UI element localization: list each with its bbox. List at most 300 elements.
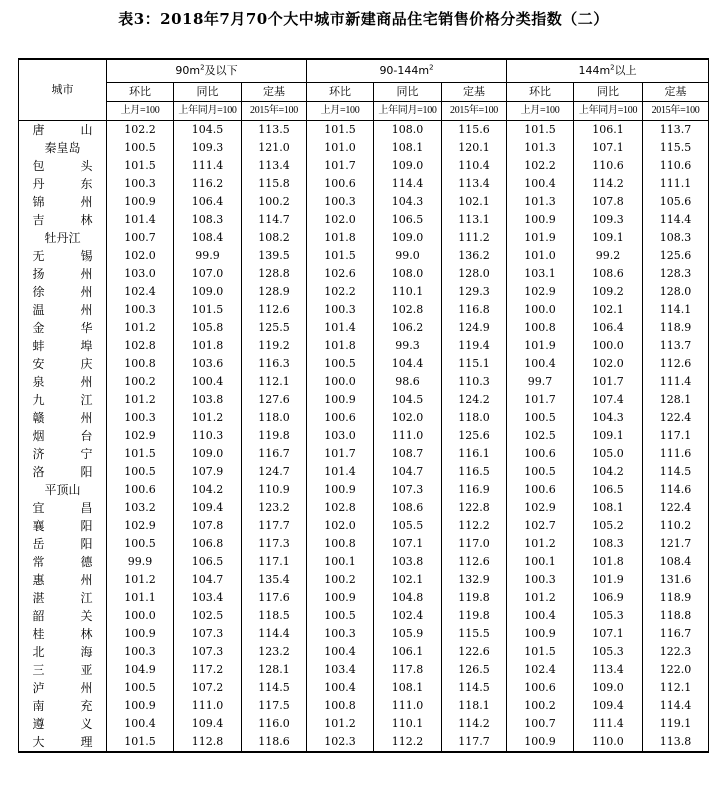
value-cell: 100.6 [507,679,574,697]
value-cell: 100.9 [507,733,574,752]
city-cell [19,229,107,247]
city-name: 蚌埠 [32,339,93,353]
value-cell: 102.0 [307,517,374,535]
table-row [19,319,709,337]
value-cell: 100.3 [107,409,174,427]
value-cell: 102.8 [374,301,442,319]
table-row [19,229,709,247]
city-name: 徐州 [32,285,93,299]
value-cell: 109.4 [174,499,242,517]
value-cell: 101.7 [507,391,574,409]
value-cell: 107.1 [374,535,442,553]
value-cell: 102.8 [107,337,174,355]
city-cell [19,535,107,553]
city-cell [19,391,107,409]
value-cell: 116.7 [242,445,307,463]
value-cell: 119.2 [242,337,307,355]
city-cell [19,247,107,265]
value-cell: 105.9 [374,625,442,643]
value-cell: 100.6 [307,175,374,193]
value-cell: 119.8 [442,607,507,625]
city-name: 包头 [32,159,93,173]
value-cell: 104.5 [174,121,242,140]
value-cell: 101.5 [507,121,574,140]
value-cell: 101.9 [507,229,574,247]
value-cell: 101.7 [307,157,374,175]
value-cell: 101.9 [574,571,643,589]
city-cell [19,427,107,445]
value-cell: 102.1 [574,301,643,319]
value-cell: 118.6 [242,733,307,752]
value-cell: 110.4 [442,157,507,175]
value-cell: 101.2 [507,535,574,553]
value-cell: 100.1 [507,553,574,571]
sub-header-yoy: 同比 [374,83,442,102]
value-cell: 106.1 [574,121,643,140]
value-cell: 101.4 [107,211,174,229]
value-cell: 101.8 [174,337,242,355]
value-cell: 100.5 [507,409,574,427]
value-cell: 101.2 [307,715,374,733]
city-name: 扬州 [32,267,93,281]
value-cell: 101.5 [107,157,174,175]
value-cell: 100.6 [507,445,574,463]
value-cell: 103.4 [307,661,374,679]
value-cell: 102.2 [307,283,374,301]
value-cell: 136.2 [442,247,507,265]
value-cell: 109.0 [574,679,643,697]
value-cell: 115.1 [442,355,507,373]
value-cell: 107.8 [174,517,242,535]
value-cell: 104.2 [174,481,242,499]
table-row [19,571,709,589]
value-cell: 102.1 [374,571,442,589]
city-cell [19,283,107,301]
value-cell: 101.2 [107,319,174,337]
value-cell: 118.0 [442,409,507,427]
value-cell: 101.5 [174,301,242,319]
sub-header-mom: 环比 [307,83,374,102]
value-cell: 106.4 [574,319,643,337]
value-cell: 100.9 [107,625,174,643]
value-cell: 111.6 [643,445,709,463]
value-cell: 112.6 [643,355,709,373]
unit-header: 上月=100 [307,102,374,121]
value-cell: 103.6 [174,355,242,373]
table-header [19,59,709,121]
city-name: 金华 [32,321,93,335]
city-cell [19,157,107,175]
city-cell [19,139,107,157]
value-cell: 108.0 [374,121,442,140]
value-cell: 135.4 [242,571,307,589]
value-cell: 117.1 [643,427,709,445]
value-cell: 100.3 [107,643,174,661]
value-cell: 116.1 [442,445,507,463]
value-cell: 117.3 [242,535,307,553]
value-cell: 110.1 [374,715,442,733]
value-cell: 113.7 [643,337,709,355]
city-cell [19,715,107,733]
value-cell: 108.2 [242,229,307,247]
value-cell: 128.0 [442,265,507,283]
value-cell: 132.9 [442,571,507,589]
city-name: 丹东 [32,177,93,191]
city-cell [19,373,107,391]
value-cell: 100.7 [507,715,574,733]
value-cell: 113.5 [242,121,307,140]
value-cell: 118.0 [242,409,307,427]
value-cell: 104.5 [374,391,442,409]
city-name: 襄阳 [32,519,93,533]
value-cell: 111.2 [442,229,507,247]
value-cell: 110.1 [374,283,442,301]
value-cell: 109.1 [574,427,643,445]
table-row [19,337,709,355]
value-cell: 113.1 [442,211,507,229]
value-cell: 128.9 [242,283,307,301]
value-cell: 100.5 [307,607,374,625]
city-cell [19,175,107,193]
value-cell: 100.7 [107,229,174,247]
value-cell: 104.3 [574,409,643,427]
value-cell: 110.6 [574,157,643,175]
value-cell: 106.8 [174,535,242,553]
value-cell: 108.0 [374,265,442,283]
value-cell: 103.2 [107,499,174,517]
city-name: 韶关 [32,609,93,623]
table-row [19,193,709,211]
value-cell: 100.0 [574,337,643,355]
value-cell: 100.4 [307,643,374,661]
table-row [19,427,709,445]
value-cell: 107.3 [174,625,242,643]
table-row [19,373,709,391]
value-cell: 100.3 [307,193,374,211]
table-row [19,733,709,752]
value-cell: 112.1 [643,679,709,697]
value-cell: 115.6 [442,121,507,140]
value-cell: 101.3 [507,139,574,157]
value-cell: 118.8 [643,607,709,625]
value-cell: 120.1 [442,139,507,157]
value-cell: 111.4 [643,373,709,391]
value-cell: 101.2 [107,391,174,409]
unit-header: 上年同月=100 [374,102,442,121]
value-cell: 121.7 [643,535,709,553]
group-header: $90-144m^2$ [307,59,507,83]
value-cell: 109.3 [174,139,242,157]
value-cell: 116.3 [242,355,307,373]
value-cell: 100.3 [307,301,374,319]
city-cell [19,445,107,463]
value-cell: 112.2 [442,517,507,535]
value-cell: 100.0 [107,607,174,625]
value-cell: 129.3 [442,283,507,301]
table-row [19,481,709,499]
value-cell: 103.8 [174,391,242,409]
unit-header: 2015年=100 [442,102,507,121]
value-cell: 114.5 [242,679,307,697]
value-cell: 114.4 [643,211,709,229]
value-cell: 101.0 [507,247,574,265]
value-cell: 101.8 [307,337,374,355]
unit-header: 2015年=100 [242,102,307,121]
value-cell: 126.5 [442,661,507,679]
value-cell: 117.0 [442,535,507,553]
value-cell: 99.9 [174,247,242,265]
value-cell: 102.5 [174,607,242,625]
value-cell: 100.9 [107,193,174,211]
table-row [19,715,709,733]
value-cell: 125.5 [242,319,307,337]
table-row [19,643,709,661]
value-cell: 116.0 [242,715,307,733]
value-cell: 106.2 [374,319,442,337]
value-cell: 118.9 [643,319,709,337]
city-cell [19,463,107,481]
value-cell: 122.4 [643,409,709,427]
city-name: 洛阳 [32,465,93,479]
value-cell: 102.5 [507,427,574,445]
value-cell: 112.8 [174,733,242,752]
city-name: 安庆 [32,357,93,371]
value-cell: 101.7 [307,445,374,463]
value-cell: 100.8 [507,319,574,337]
value-cell: 110.3 [442,373,507,391]
table-row [19,607,709,625]
table-row [19,121,709,140]
value-cell: 109.0 [174,445,242,463]
value-cell: 128.0 [643,283,709,301]
city-name: 锦州 [32,195,93,209]
value-cell: 110.2 [643,517,709,535]
value-cell: 114.4 [643,697,709,715]
table-row [19,553,709,571]
value-cell: 109.0 [174,283,242,301]
value-cell: 111.0 [374,427,442,445]
value-cell: 122.6 [442,643,507,661]
value-cell: 117.2 [174,661,242,679]
sub-header-mom: 环比 [507,83,574,102]
value-cell: 102.2 [107,121,174,140]
value-cell: 101.7 [574,373,643,391]
value-cell: 114.4 [374,175,442,193]
city-cell [19,265,107,283]
value-cell: 116.7 [643,625,709,643]
value-cell: 113.4 [442,175,507,193]
city-cell [19,193,107,211]
city-cell [19,499,107,517]
value-cell: 111.1 [643,175,709,193]
value-cell: 109.3 [574,211,643,229]
value-cell: 113.7 [643,121,709,140]
value-cell: 124.7 [242,463,307,481]
city-name: 南充 [32,699,93,713]
value-cell: 117.5 [242,697,307,715]
table-title: 表3：2018年7月70个大中城市新建商品住宅销售价格分类指数（二） [118,10,609,28]
sub-header-fixed: 定基 [242,83,307,102]
value-cell: 99.7 [507,373,574,391]
value-cell: 116.8 [442,301,507,319]
city-name: 桂林 [32,627,93,641]
value-cell: 102.8 [307,499,374,517]
value-cell: 109.0 [374,229,442,247]
value-cell: 104.9 [107,661,174,679]
value-cell: 107.8 [574,193,643,211]
value-cell: 102.1 [442,193,507,211]
value-cell: 117.1 [242,553,307,571]
value-cell: 123.2 [242,643,307,661]
value-cell: 100.2 [307,571,374,589]
value-cell: 105.8 [174,319,242,337]
value-cell: 108.4 [174,229,242,247]
value-cell: 104.4 [374,355,442,373]
unit-header: 2015年=100 [643,102,709,121]
value-cell: 117.6 [242,589,307,607]
value-cell: 106.5 [174,553,242,571]
city-cell [19,481,107,499]
value-cell: 101.3 [507,193,574,211]
value-cell: 99.9 [107,553,174,571]
value-cell: 107.4 [574,391,643,409]
table-row [19,157,709,175]
value-cell: 125.6 [442,427,507,445]
value-cell: 124.9 [442,319,507,337]
table-row [19,355,709,373]
value-cell: 108.3 [643,229,709,247]
table-row [19,265,709,283]
value-cell: 113.8 [643,733,709,752]
value-cell: 99.2 [574,247,643,265]
sub-header-yoy: 同比 [574,83,643,102]
table-row [19,517,709,535]
value-cell: 108.1 [574,499,643,517]
value-cell: 100.8 [307,535,374,553]
value-cell: 116.5 [442,463,507,481]
value-cell: 99.3 [374,337,442,355]
value-cell: 114.1 [643,301,709,319]
value-cell: 102.0 [574,355,643,373]
value-cell: 101.2 [107,571,174,589]
table-row [19,679,709,697]
value-cell: 121.0 [242,139,307,157]
value-cell: 124.2 [442,391,507,409]
value-cell: 111.0 [174,697,242,715]
value-cell: 127.6 [242,391,307,409]
value-cell: 111.0 [374,697,442,715]
value-cell: 114.6 [643,481,709,499]
value-cell: 100.9 [507,625,574,643]
value-cell: 122.4 [643,499,709,517]
value-cell: 131.6 [643,571,709,589]
value-cell: 118.9 [643,589,709,607]
unit-header: 上年同月=100 [574,102,643,121]
value-cell: 100.1 [307,553,374,571]
value-cell: 105.3 [574,607,643,625]
city-cell [19,733,107,752]
value-cell: 111.4 [174,157,242,175]
value-cell: 100.4 [507,355,574,373]
value-cell: 108.6 [374,499,442,517]
value-cell: 103.4 [174,589,242,607]
value-cell: 110.6 [643,157,709,175]
value-cell: 114.5 [643,463,709,481]
value-cell: 116.9 [442,481,507,499]
value-cell: 100.5 [107,139,174,157]
value-cell: 112.2 [374,733,442,752]
value-cell: 100.9 [507,211,574,229]
value-cell: 117.7 [442,733,507,752]
value-cell: 107.1 [574,625,643,643]
city-name: 济宁 [32,447,93,461]
value-cell: 102.4 [107,283,174,301]
value-cell: 114.5 [442,679,507,697]
value-cell: 123.2 [242,499,307,517]
value-cell: 122.8 [442,499,507,517]
sub-header-fixed: 定基 [643,83,709,102]
city-column-header: 城市 [19,59,107,121]
value-cell: 128.1 [242,661,307,679]
value-cell: 128.3 [643,265,709,283]
value-cell: 100.5 [107,679,174,697]
city-cell [19,517,107,535]
table-row [19,283,709,301]
value-cell: 100.8 [107,355,174,373]
value-cell: 101.8 [574,553,643,571]
city-cell [19,607,107,625]
value-cell: 106.4 [174,193,242,211]
value-cell: 128.8 [242,265,307,283]
city-name: 烟台 [32,429,93,443]
value-cell: 119.8 [442,589,507,607]
value-cell: 100.4 [174,373,242,391]
value-cell: 102.0 [374,409,442,427]
city-name: 牡丹江 [44,231,81,245]
value-cell: 100.0 [507,301,574,319]
value-cell: 100.8 [307,697,374,715]
value-cell: 115.8 [242,175,307,193]
city-name: 温州 [32,303,93,317]
value-cell: 107.2 [174,679,242,697]
value-cell: 109.4 [574,697,643,715]
value-cell: 112.6 [442,553,507,571]
value-cell: 109.2 [574,283,643,301]
value-cell: 109.4 [174,715,242,733]
city-cell [19,697,107,715]
value-cell: 122.3 [643,643,709,661]
table-row [19,697,709,715]
table-row [19,661,709,679]
value-cell: 114.2 [574,175,643,193]
city-cell [19,301,107,319]
value-cell: 105.6 [643,193,709,211]
city-cell [19,319,107,337]
value-cell: 101.5 [307,121,374,140]
value-cell: 106.5 [574,481,643,499]
value-cell: 100.6 [507,481,574,499]
city-name: 宜昌 [32,501,93,515]
value-cell: 102.0 [307,211,374,229]
value-cell: 122.0 [643,661,709,679]
group-header: $144m^2$以上 [507,59,709,83]
value-cell: 101.1 [107,589,174,607]
value-cell: 100.5 [307,355,374,373]
city-name: 赣州 [32,411,93,425]
table-row [19,499,709,517]
value-cell: 102.6 [307,265,374,283]
city-name: 岳阳 [32,537,93,551]
